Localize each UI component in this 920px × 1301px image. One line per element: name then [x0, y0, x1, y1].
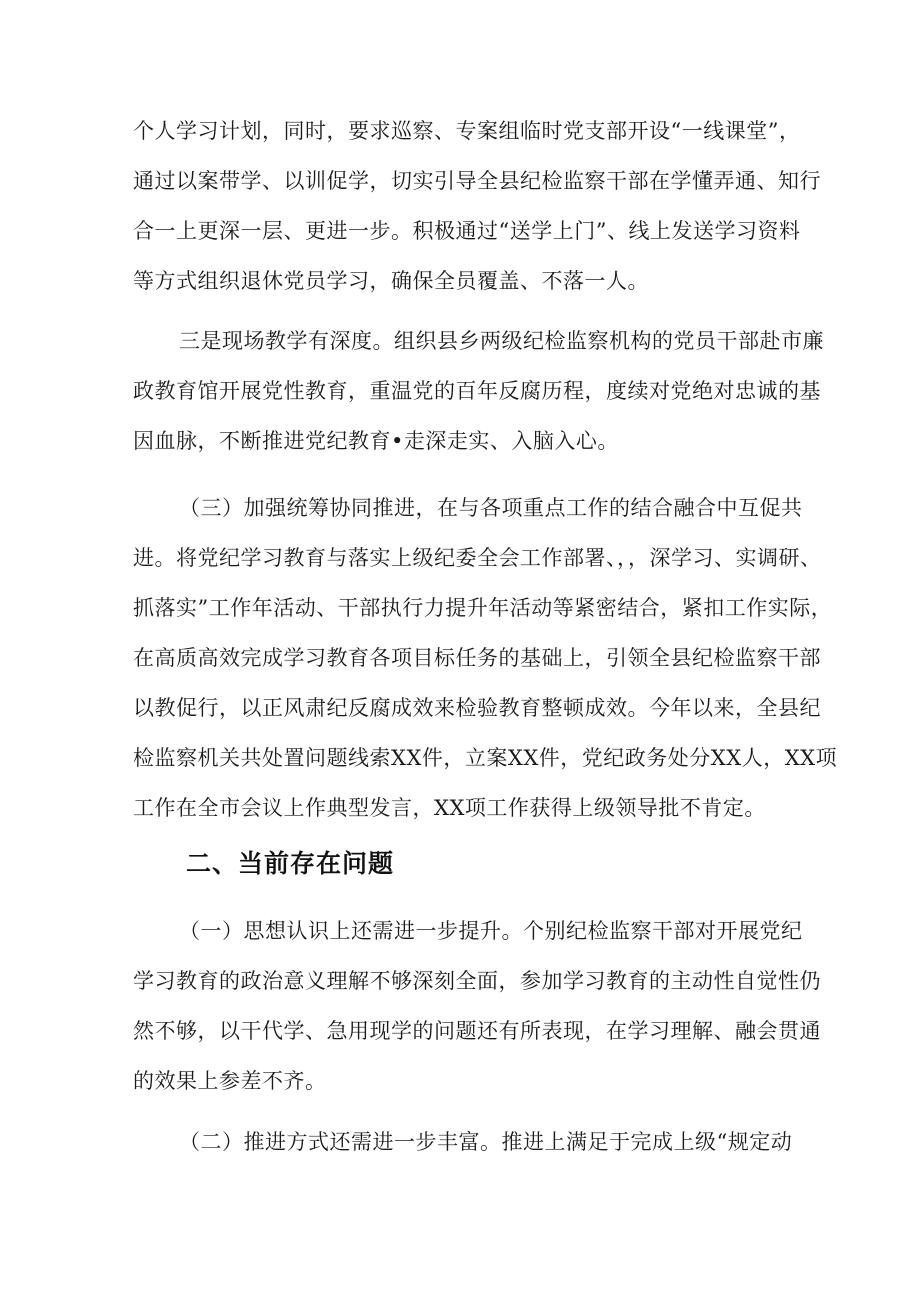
paragraph-study-plan: [133, 106, 821, 306]
text-line: 工作在全市会议上作典型发言，XX项工作获得上级领导批不肯定。: [133, 796, 766, 820]
text-line: 合一上更深一层、更进一步。积极通过“送学上门”、线上发送学习资料: [133, 219, 801, 243]
text-line: 因血脉，不断推进党纪教育•走深走实、入脑入心。: [133, 429, 619, 453]
text-line: 然不够，以干代学、急用现学的问题还有所表现，在学习理解、融会贯通: [133, 1019, 821, 1043]
text-line: 通过以案带学、以训促学，切实引导全县纪检监察干部在学懂弄通、知行: [133, 169, 821, 193]
text-line: 以教促行，以正风肃纪反腐成效来检验教育整顿成效。今年以来，全县纪: [133, 696, 821, 720]
section-heading: 二、当前存在问题: [186, 849, 395, 878]
paragraph-onsite-teaching: [133, 316, 824, 466]
text-line: 学习教育的政治意义理解不够深刻全面，参加学习教育的主动性自觉性仍: [133, 969, 821, 993]
text-line: 政教育馆开展党性教育，重温党的百年反腐历程，度续对党绝对忠诚的基: [133, 379, 821, 403]
paragraph-coordination: [133, 483, 838, 833]
text-line: 三是现场教学有深度。组织县乡两级纪检监察机构的党员干部赴市廉: [179, 329, 824, 353]
text-line: 的效果上参差不齐。: [133, 1069, 327, 1093]
paragraph-promotion-methods: [133, 1117, 793, 1167]
paragraph-ideological-awareness: [133, 906, 821, 1106]
text-line: 等方式组织退休党员学习，确保全员覆盖、不落一人。: [133, 269, 649, 293]
text-line: （三）加强统筹协同推进，在与各项重点工作的结合融合中互促共: [179, 496, 803, 520]
text-line: （一）思想认识上还需进一步提升。个别纪检监察干部对开展党纪: [179, 919, 803, 943]
text-line: 个人学习计划，同时，要求巡察、专案组临时党支部开设“一线课堂”，: [133, 119, 801, 143]
text-line: 在高质高效完成学习教育各项目标任务的基础上，引领全县纪检监察干部: [133, 646, 821, 670]
text-line: （二）推进方式还需进一步丰富。推进上满足于完成上级“规定动: [179, 1130, 793, 1154]
text-line: 进。将党纪学习教育与落实上级纪委全会工作部署、，，深学习、实调研、: [133, 546, 822, 570]
text-line: 检监察机关共处置问题线索XX件，立案XX件，党纪政务处分XX人，XX项: [133, 746, 838, 770]
text-line: 抓落实”工作年活动、干部执行力提升年活动等紧密结合，紧扣工作实际，: [133, 596, 833, 620]
